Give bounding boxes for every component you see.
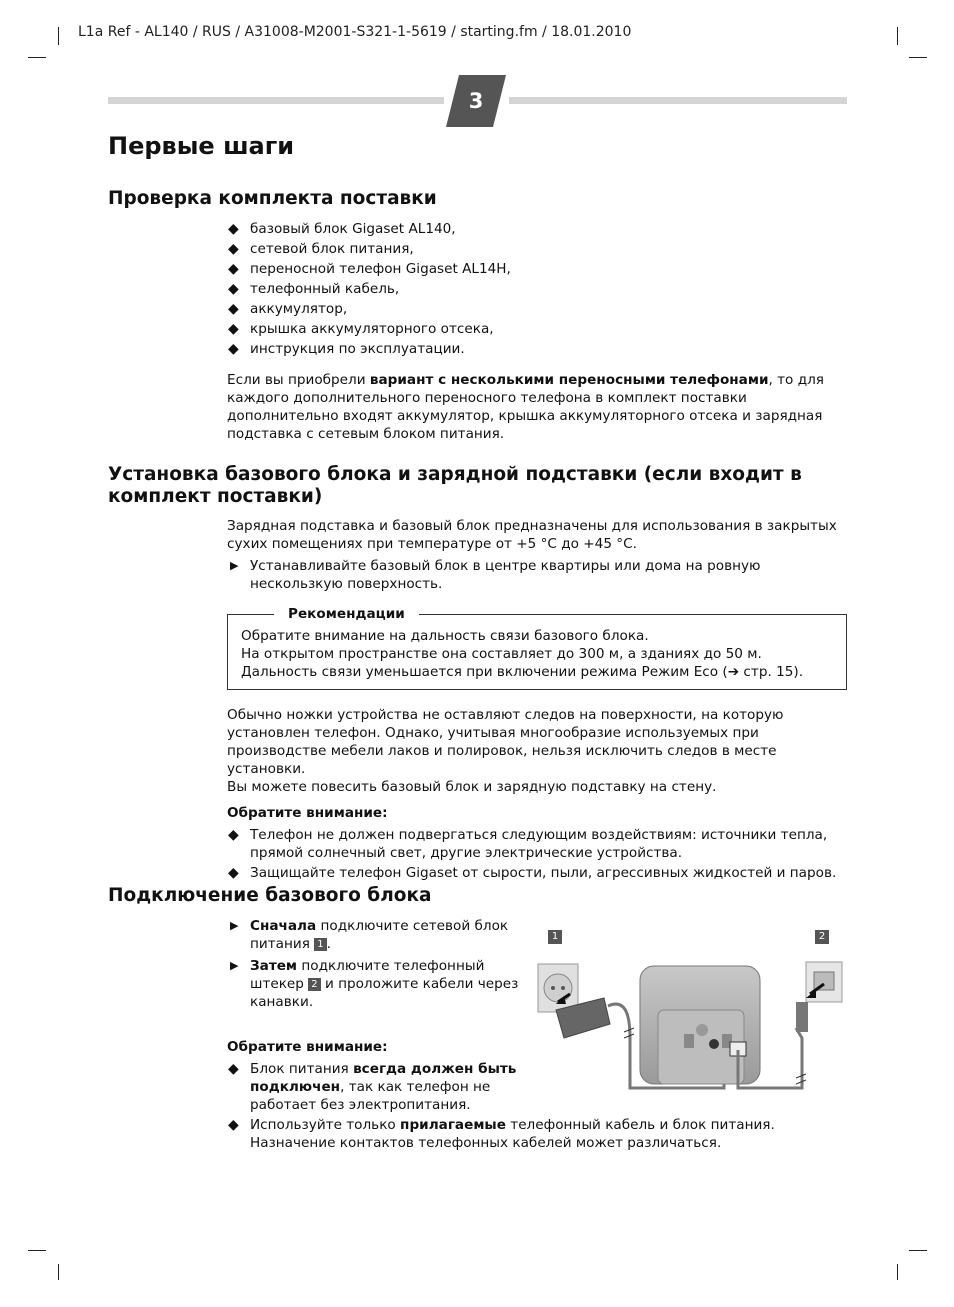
multi-handset-paragraph: Если вы приобрели вариант с несколькими переносными телефонами, то для каждого дополнительного переносного телефона в комплект поставки дополнительно входят аккумулятор, крышка аккумуляторного отсека и зарядная подставка с сетевым блоком питания. — [227, 372, 824, 442]
connection-illustration — [534, 958, 844, 1098]
diamond-bullet-icon: ◆ — [228, 281, 239, 297]
crop-mark — [58, 1264, 59, 1280]
file-header: L1a Ref - AL140 / RUS / A31008-M2001-S321-1-5619 / starting.fm / 18.01.2010 — [78, 24, 632, 40]
figure-ref-badge: 2 — [308, 978, 320, 991]
diamond-bullet-icon: ◆ — [228, 1061, 239, 1077]
recommendations-box — [227, 606, 847, 690]
connection-steps — [227, 917, 519, 1013]
connection-note-2 — [227, 1116, 849, 1154]
figure-label-1: 1 — [548, 930, 562, 944]
list-item: ◆ Блок питания всегда должен быть подключен, так как телефон не работает без электропитания. — [228, 1061, 517, 1113]
crop-mark — [897, 27, 898, 45]
diamond-bullet-icon: ◆ — [228, 241, 239, 257]
installation-notes: Обычно ножки устройства не оставляют следов на поверхности, на которую установлен телефон. Однако, учитывая многообразие используемых при производстве мебели лаков и полировок, нельзя исключить следов в месте установки. Вы можете повесить базовый блок и зарядную подставку на стену. Обратите внимание: ◆ Телефон не должен подвергаться следующим воздействиям: источники тепла, прямой солнечный свет, другие электрические устройства. ◆ Защищайте телефон Gigaset от сырости, пыли, агрессивных жидкостей и паров. — [227, 706, 849, 884]
connection-note-1 — [227, 1060, 517, 1116]
section-heading: Подключение базового блока — [108, 885, 432, 906]
section-heading: Проверка комплекта поставки — [108, 188, 437, 209]
chapter-number: 3 — [468, 89, 484, 113]
page-title: Первые шаги — [108, 132, 295, 160]
list-item: ▶ Устанавливайте базовый блок в центре квартиры или дома на ровную нескользкую поверхность. — [230, 558, 761, 592]
diamond-bullet-icon: ◆ — [228, 261, 239, 277]
section-body — [227, 220, 849, 360]
list-item: ◆ Телефон не должен подвергаться следующим воздействиям: источники тепла, прямой солнечный свет, другие электрические устройства. — [228, 827, 828, 861]
arrow-right-icon: ▶ — [230, 919, 239, 932]
arrow-right-icon: ▶ — [230, 959, 239, 972]
recommendations-title: Рекомендации — [274, 605, 419, 623]
list-item: ◆ базовый блок Gigaset AL140, — [228, 221, 456, 237]
diamond-bullet-icon: ◆ — [228, 301, 239, 317]
figure-ref-badge: 1 — [314, 938, 326, 951]
installation-intro: Зарядная подставка и базовый блок предназначены для использования в закрытых сухих помещениях при температуре от +5 °C до +45 °C. ▶ Устанавливайте базовый блок в центре квартиры или дома на ровную нескользкую поверхность. — [227, 517, 849, 595]
list-item: ◆ крышка аккумуляторного отсека, — [228, 321, 494, 337]
crop-mark — [909, 1250, 927, 1251]
list-item: ▶ Затем подключите телефонный штекер 2 и проложите кабели через канавки. — [230, 958, 519, 1010]
diamond-bullet-icon: ◆ — [228, 321, 239, 337]
diamond-bullet-icon: ◆ — [228, 341, 239, 357]
crop-mark — [909, 57, 927, 58]
chapter-tab — [446, 75, 506, 127]
crop-mark — [58, 27, 59, 45]
arrow-right-icon: ▶ — [230, 559, 239, 572]
recommendations-text: Обратите внимание на дальность связи базового блока. На открытом пространстве она составляет до 300 м, а зданиях до 50 м. Дальность связи уменьшается при включении режима Режим Eco (➔ стр. 15). — [241, 628, 804, 680]
diamond-bullet-icon: ◆ — [228, 1117, 239, 1133]
header-rule-left — [108, 97, 444, 104]
list-item: ◆ Защищайте телефон Gigaset от сырости, пыли, агрессивных жидкостей и паров. — [228, 865, 837, 881]
diamond-bullet-icon: ◆ — [228, 827, 239, 843]
list-item: ◆ инструкция по эксплуатации. — [228, 341, 465, 357]
list-item: ◆ переносной телефон Gigaset AL14H, — [228, 261, 511, 277]
connection-note-label: Обратите внимание: — [227, 1039, 388, 1055]
list-item: ◆ аккумулятор, — [228, 301, 348, 317]
figure-label-2: 2 — [815, 930, 829, 944]
list-item: ▶ Сначала подключите сетевой блок питания 1 . — [230, 918, 509, 952]
crop-mark — [28, 57, 46, 58]
package-list — [227, 220, 849, 358]
diamond-bullet-icon: ◆ — [228, 865, 239, 881]
crop-mark — [897, 1264, 898, 1280]
list-item: ◆ сетевой блок питания, — [228, 241, 414, 257]
crop-mark — [28, 1250, 46, 1251]
list-item: ◆ телефонный кабель, — [228, 281, 400, 297]
note-label: Обратите внимание: — [227, 805, 388, 821]
section-heading: Установка базового блока и зарядной подставки (если входит в комплект поставки) — [108, 464, 802, 507]
header-rule-right — [509, 97, 847, 104]
page-ref-arrow-icon: ➔ — [727, 664, 740, 680]
diamond-bullet-icon: ◆ — [228, 221, 239, 237]
list-item: ◆ Используйте только прилагаемые телефонный кабель и блок питания. Назначение контактов телефонных кабелей может различаться. — [228, 1117, 775, 1151]
